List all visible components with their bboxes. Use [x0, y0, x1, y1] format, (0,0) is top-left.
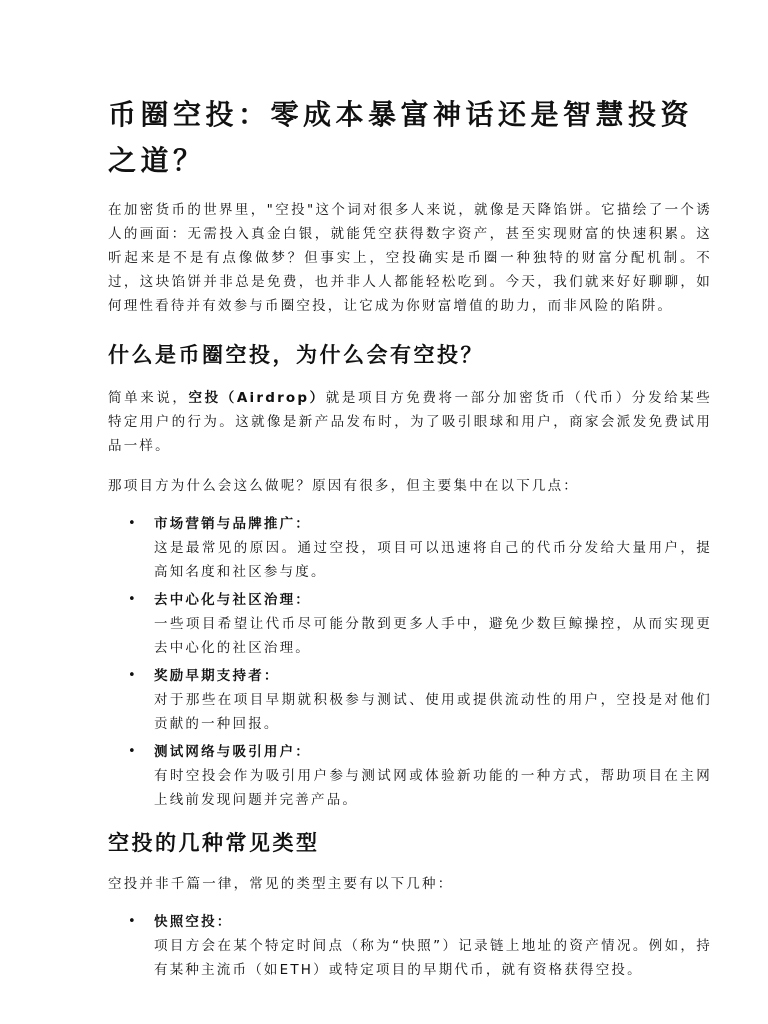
list-item-title: 市场营销与品牌推广： [154, 516, 311, 532]
list-item-description: 有时空投会作为吸引用户参与测试网或体验新功能的一种方式，帮助项目在主网上线前发现问题并完善产品。 [154, 768, 712, 808]
list-item [108, 740, 712, 812]
definition-paragraph [108, 386, 712, 458]
types-intro-paragraph: 空投并非千篇一律，常见的类型主要有以下几种： [108, 876, 454, 892]
bullet-icon: • [128, 516, 136, 531]
list-item [108, 588, 712, 660]
airdrop-term: 空投（Airdrop） [188, 390, 326, 406]
list-item-title: 奖励早期支持者： [154, 668, 280, 684]
list-item-title: 测试网络与吸引用户： [154, 744, 311, 760]
list-item-description: 项目方会在某个特定时间点（称为“快照”）记录链上地址的资产情况。例如，持有某种主流币（如ETH）或特定项目的早期代币，就有资格获得空投。 [154, 938, 712, 978]
list-item-description: 对于那些在项目早期就积极参与测试、使用或提供流动性的用户，空投是对他们贡献的一种回报。 [154, 692, 712, 732]
reasons-list [108, 512, 712, 812]
section-heading-airdrop-types: 空投的几种常见类型 [108, 831, 320, 855]
article [108, 92, 712, 986]
reasons-intro-paragraph: 那项目方为什么会这么做呢？原因有很多，但主要集中在以下几点： [108, 478, 579, 494]
list-item [108, 512, 712, 584]
list-item [108, 910, 712, 982]
types-list [108, 910, 712, 982]
bullet-icon: • [128, 914, 136, 929]
section-heading-what-is-airdrop: 什么是币圈空投，为什么会有空投？ [108, 343, 484, 367]
bullet-icon: • [128, 744, 136, 759]
definition-lead: 简单来说， [108, 390, 189, 406]
definition-body: 就是项目方免费将一部分加密货币（代币）分发给某些特定用户的行为。这就像是新产品发布时，为了吸引眼球和用户，商家会派发免费试用品一样。 [108, 390, 712, 454]
list-item-title: 去中心化与社区治理： [154, 592, 311, 608]
article-title: 币圈空投：零成本暴富神话还是智慧投资之道？ [108, 98, 694, 177]
list-item-description: 这是最常见的原因。通过空投，项目可以迅速将自己的代币分发给大量用户，提高知名度和社区参与度。 [154, 540, 712, 580]
bullet-icon: • [128, 668, 136, 683]
bullet-icon: • [128, 592, 136, 607]
list-item-description: 一些项目希望让代币尽可能分散到更多人手中，避免少数巨鲸操控，从而实现更去中心化的社区治理。 [154, 616, 712, 656]
list-item-title: 快照空投： [154, 914, 233, 930]
list-item [108, 664, 712, 736]
intro-paragraph: 在加密货币的世界里，"空投"这个词对很多人来说，就像是天降馅饼。它描绘了一个诱人的画面：无需投入真金白银，就能凭空获得数字资产，甚至实现财富的快速积累。这听起来是不是有点像做梦？但事实上，空投确实是币圈一种独特的财富分配机制。不过，这块馅饼并非总是免费，也并非人人都能轻松吃到。今天，我们就来好好聊聊，如何理性看待并有效参与币圈空投，让它成为你财富增值的助力，而非风险的陷阱。 [108, 202, 712, 314]
